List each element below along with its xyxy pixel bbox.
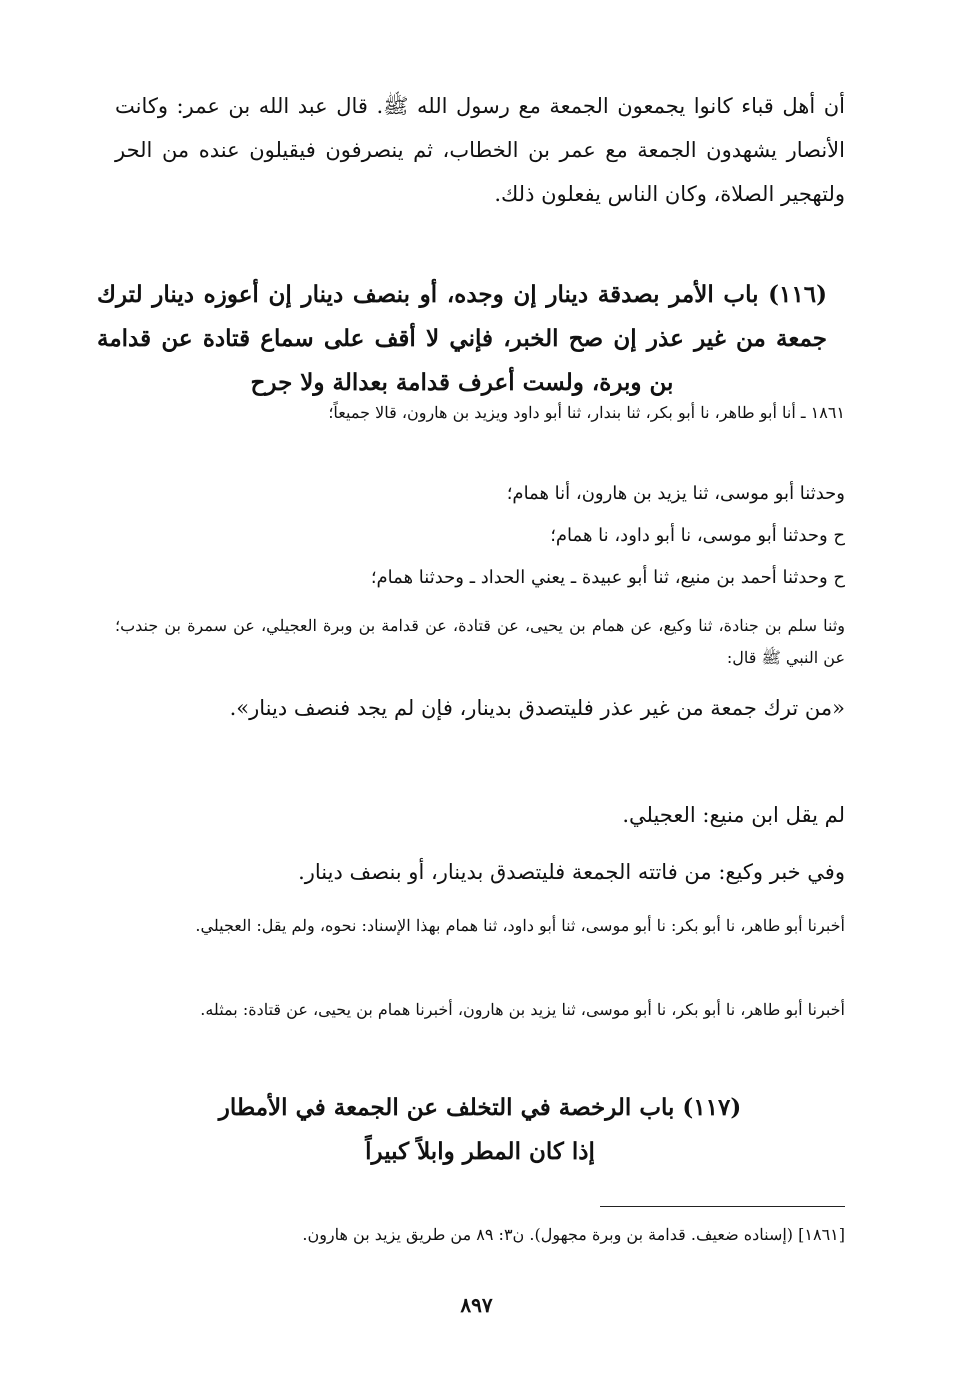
page-number: ٨٩٧ xyxy=(460,1293,493,1317)
hadith-1861-isnad-4: ح وحدثنا أحمد بن منيع، ثنا أبو عبيدة ـ يعني الحداد ـ وحدثنا همام؛ xyxy=(370,567,845,588)
hadith-1861-isnad-5: وثنا سلم بن جنادة، ثنا وكيع، عن همام بن يحيى، عن قتادة، عن قدامة بن وبرة العجيلي، عن سمرة بن جندب؛ عن النبي ﷺ قال: xyxy=(115,616,846,667)
hadith-1861-note-1: لم يقل ابن منيع: العجيلي. xyxy=(622,803,845,827)
hadith-1861-isnad-1: ١٨٦١ ـ أنا أبو طاهر، نا أبو بكر، ثنا بندار، ثنا أبو داود ويزيد بن هارون، قالا جميعاً؛ xyxy=(328,403,845,422)
chapter-117-title-line-2: إذا كان المطر وابلاً كبيراً xyxy=(365,1138,595,1165)
chapter-116-heading: (١١٦) باب الأمر بصدقة دينار إن وجده، أو بنصف دينار إن أعوزه دينار لترك جمعة من غير عذر إن صح الخبر، فإني لا أقف على سماع قتادة عن قدامة بن وبرة، ولست أعرف قدامة بعدالة ولا جرح xyxy=(97,281,827,396)
intro-paragraph: أن أهل قباء كانوا يجمعون الجمعة مع رسول الله ﷺ. قال عبد الله بن عمر: وكانت الأنصار يشهدون الجمعة مع عمر بن الخطاب، ثم ينصرفون فيقيلون عنده من الحر ولتهجير الصلاة، وكان الناس يفعلون ذلك. xyxy=(115,94,845,206)
hadith-1861-isnad-3: ح وحدثنا أبو موسى، نا أبو داود، نا همام؛ xyxy=(550,525,845,546)
hadith-1861-chain-2: أخبرنا أبو طاهر، نا أبو بكر: نا أبو موسى، ثنا أبو داود، ثنا همام بهذا الإسناد: نحوه، ولم يقل: العجيلي. xyxy=(195,916,845,935)
hadith-1861-chain-3: أخبرنا أبو طاهر، نا أبو بكر، نا أبو موسى، ثنا يزيد بن هارون، أخبرنا همام بن يحيى، عن قتادة: بمثله. xyxy=(200,1000,845,1019)
hadith-1861-note-2: وفي خبر وكيع: من فاتته الجمعة فليتصدق بدينار، أو بنصف دينار. xyxy=(298,860,845,884)
footnote-separator xyxy=(600,1206,845,1207)
hadith-1861-matn: «من ترك جمعة من غير عذر فليتصدق بدينار، فإن لم يجد فنصف دينار». xyxy=(229,696,845,720)
hadith-1861-isnad-2: وحدثنا أبو موسى، ثنا يزيد بن هارون، أنا همام؛ xyxy=(506,483,845,504)
footnote: [١٨٦١] (إسناده ضعيف. قدامة بن وبرة مجهول). ن٣: ٨٩ من طريق يزيد بن هارون. xyxy=(302,1225,845,1244)
chapter-117-heading xyxy=(115,1086,845,1174)
chapter-117-title-line-1: (١١٧) باب الرخصة في التخلف عن الجمعة في الأمطار xyxy=(218,1094,742,1121)
